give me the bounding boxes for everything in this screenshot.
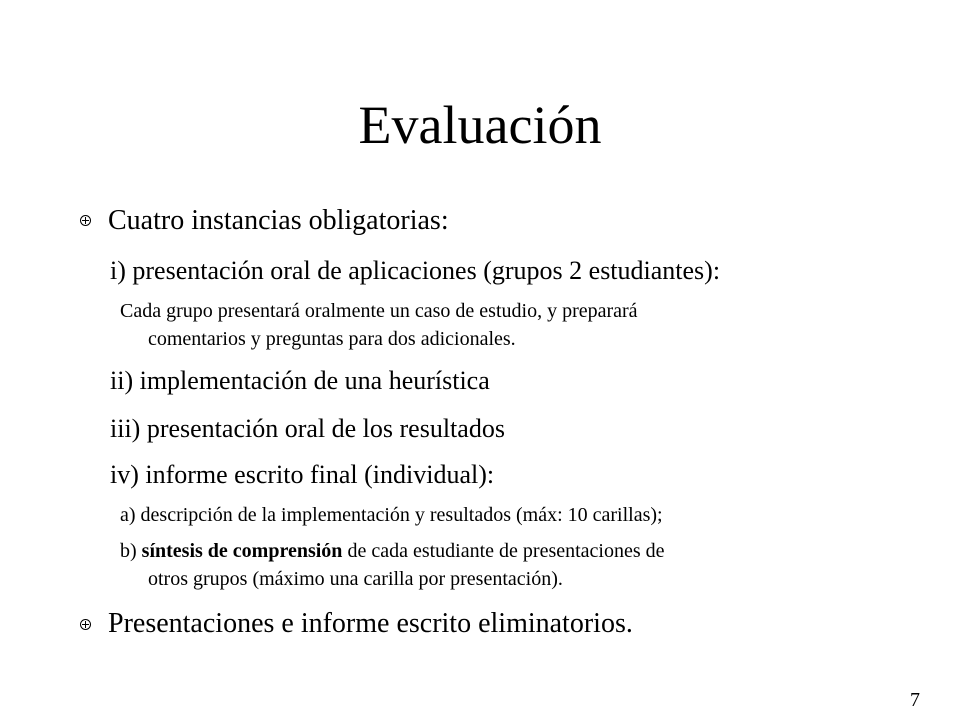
bullet-icon	[80, 619, 91, 630]
slide-title: Evaluación	[358, 95, 602, 155]
bullet-text: Cuatro instancias obligatorias:	[108, 205, 449, 236]
list-item-iv-b-cont: otros grupos (máximo una carilla por presentación).	[148, 568, 563, 590]
list-item-iv-b-bold: síntesis de comprensión	[141, 540, 343, 562]
list-item-iv-b-prefix: b)	[120, 540, 142, 562]
page-number: 7	[910, 689, 920, 711]
list-item-iv-b	[120, 539, 665, 563]
bullet-icon	[80, 215, 91, 226]
list-item-iv: iv) informe escrito final (individual):	[110, 460, 495, 489]
list-item-iv-b-rest: de cada estudiante de presentaciones de	[342, 540, 665, 562]
list-item-i: i) presentación oral de aplicaciones (grupos 2 estudiantes):	[110, 256, 721, 285]
list-item-i-description-cont: comentarios y preguntas para dos adicionales.	[148, 328, 516, 350]
list-item-i-description: Cada grupo presentará oralmente un caso de estudio, y preparará	[120, 300, 638, 322]
bullet-text: Presentaciones e informe escrito eliminatorios.	[108, 608, 633, 639]
list-item-iii: iii) presentación oral de los resultados	[110, 414, 505, 443]
list-item-iv-a: a) descripción de la implementación y resultados (máx: 10 carillas);	[120, 504, 663, 526]
list-item-ii: ii) implementación de una heurística	[110, 366, 490, 395]
